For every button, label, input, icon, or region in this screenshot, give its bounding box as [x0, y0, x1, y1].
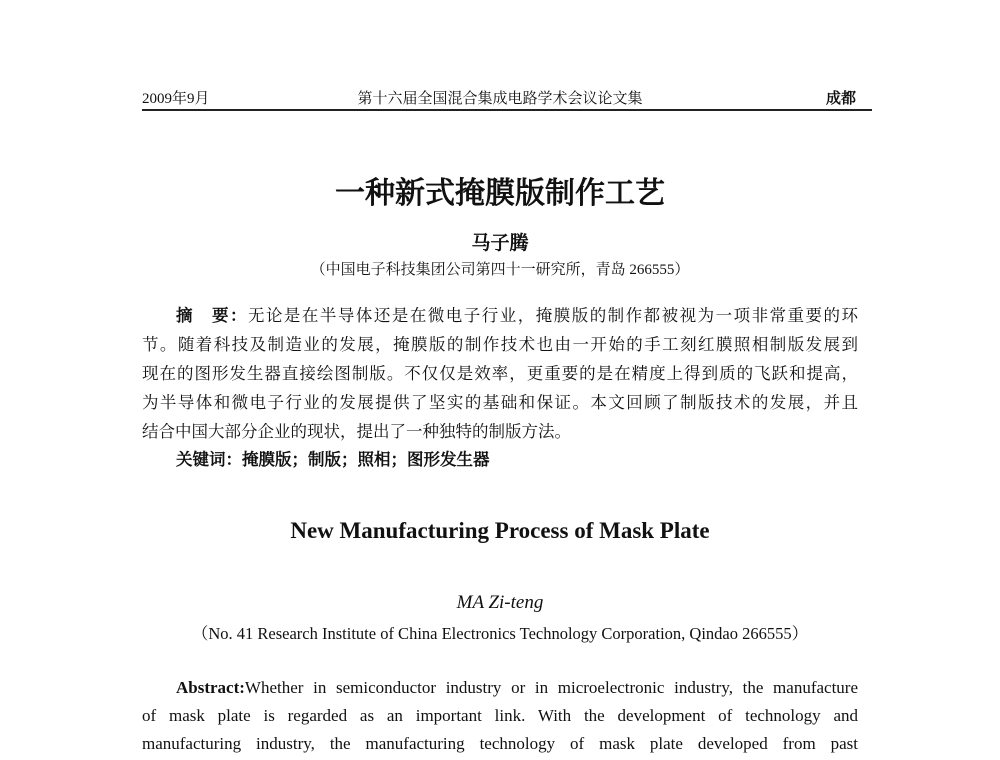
cn-abstract-line: 现在的图形发生器直接绘图制版。不仅仅是效率，更重要的是在精度上得到质的飞跃和提高， [142, 364, 858, 383]
cn-keywords: 关键词：掩膜版；制版；照相；图形发生器 [176, 450, 490, 469]
cn-keywords-label: 关键词： [176, 450, 242, 469]
en-abstract-label: Abstract: [176, 678, 245, 697]
header-location: 成都 [826, 91, 857, 107]
en-author: MA Zi-teng [456, 592, 544, 613]
cn-affiliation: （中国电子科技集团公司第四十一研究所，青岛 266555） [310, 262, 690, 278]
cn-author: 马子腾 [471, 233, 529, 254]
en-abstract-line: manufacturing industry, the manufacturing technology of mask plate developed from past [142, 734, 858, 753]
en-abstract-line: Abstract:Whether in semiconductor industry or in microelectronic industry, the manufacture [176, 678, 858, 697]
header-proceedings: 第十六届全国混合集成电路学术会议论文集 [357, 91, 643, 107]
header-rule [142, 109, 872, 111]
en-affiliation: （No. 41 Research Institute of China Electronics Technology Corporation, Qindao 266555） [191, 624, 809, 643]
cn-abstract-line: 为半导体和微电子行业的发展提供了坚实的基础和保证。本文回顾了制版技术的发展，并且 [142, 393, 858, 412]
header-date: 2009年9月 [142, 91, 210, 107]
cn-abstract-line: 摘 要：无论是在半导体还是在微电子行业，掩膜版的制作都被视为一项非常重要的环 [176, 306, 859, 325]
cn-abstract-line: 结合中国大部分企业的现状，提出了一种独特的制版方法。 [142, 422, 571, 441]
cn-abstract-label: 摘 要： [176, 306, 248, 325]
cn-abstract-line: 节。随着科技及制造业的发展，掩膜版的制作技术也由一开始的手工刻红膜照相制版发展到 [142, 335, 858, 354]
en-abstract-line: of mask plate is regarded as an important link. With the development of technology and [142, 706, 858, 725]
cn-title: 一种新式掩膜版制作工艺 [335, 177, 665, 210]
en-title: New Manufacturing Process of Mask Plate [290, 518, 710, 543]
